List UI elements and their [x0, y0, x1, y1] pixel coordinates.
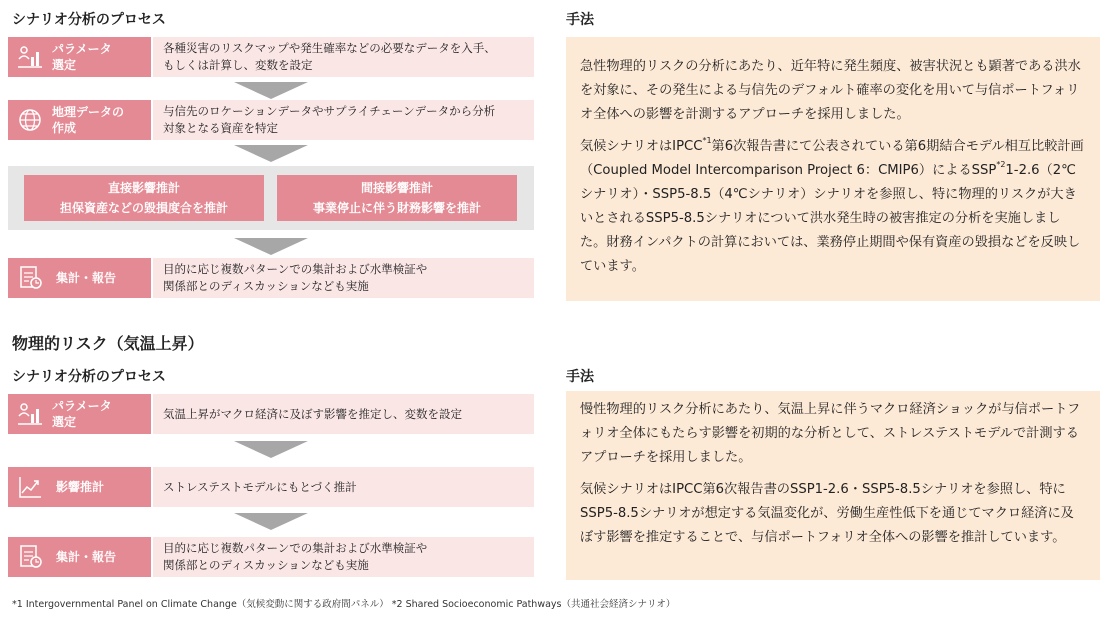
process-step-report	[8, 537, 534, 577]
process-step-report	[8, 258, 534, 298]
down-arrow-icon	[234, 513, 308, 530]
step-label-box	[8, 537, 151, 577]
method-paragraph: 慢性物理的リスク分析にあたり、気温上昇に伴うマクロ経済ショックが与信ポートフォリオ全体にもたらす影響を初期的な分析として、ストレステストモデルで計測するアプローチを採用しました。	[580, 402, 1081, 465]
indirect-impact-box: 間接影響推計 事業停止に伴う財務影響を推計	[277, 175, 517, 221]
step-description: 気温上昇がマクロ経済に及ぼす影響を推定し、変数を設定	[153, 394, 534, 434]
footnote: *1 Intergovernmental Panel on Climate Change（気候変動に関する政府間パネル） *2 Shared Socioeconomic Pathways（共通社会経済シナリオ）	[12, 599, 676, 610]
down-arrow-icon	[234, 441, 308, 458]
process-step-parameter	[8, 394, 534, 434]
step-label-box	[8, 258, 151, 298]
step-label: 地理データの 作成	[52, 105, 125, 135]
globe-icon	[16, 106, 44, 134]
method-heading: 手法	[566, 12, 594, 28]
method-description-heat	[566, 391, 1100, 580]
impact-estimation-block	[8, 166, 534, 230]
people-chart-icon	[16, 400, 44, 428]
footnote-ref: *2	[996, 160, 1006, 169]
method-paragraph: 気候シナリオはIPCC$^{*1}$第6次報告書にて公表されている第6期結合モデル相互比較計画（Coupled Model Intercomparison Project 6：CMIP6）によるSSP$^{*2}$1-2.6（2℃シナリオ）・SSP5-8.5（4℃シナリオ）シナリオを参照し、特に物理的リスクが大きいとされるSSP5-8.5シナリオについて洪水発生時の被害推定の分析を実施しました。財務インパクトの計算においては、業務停止期間や保有資産の毀損などを反映しています。	[580, 136, 1084, 274]
step-description: 目的に応じ複数パターンでの集計および水準検証や 関係部とのディスカッションなども実施	[153, 258, 534, 298]
section-title: 物理的リスク（気温上昇）	[12, 334, 204, 353]
process-heading: シナリオ分析のプロセス	[12, 12, 166, 28]
down-arrow-icon	[234, 82, 308, 99]
line-chart-icon	[16, 473, 44, 501]
step-description: ストレステストモデルにもとづく推計	[153, 467, 534, 507]
method-paragraph: 気候シナリオはIPCC第6次報告書のSSP1-2.6・SSP5-8.5シナリオを参照し、特にSSP5-8.5シナリオが想定する気温変化が、労働生産性低下を通じてマクロ経済に及ぼす影響を推定することで、与信ポートフォリオ全体への影響を推計しています。	[580, 482, 1074, 545]
process-heading: シナリオ分析のプロセス	[12, 369, 166, 385]
process-step-impact	[8, 467, 534, 507]
method-heading: 手法	[566, 369, 594, 385]
step-label: パラメータ 選定	[52, 42, 112, 72]
process-step-parameter	[8, 37, 534, 77]
step-label-box	[8, 467, 151, 507]
down-arrow-icon	[234, 145, 308, 162]
report-icon	[16, 543, 44, 571]
step-label-box	[8, 394, 151, 434]
step-description: 与信先のロケーションデータやサプライチェーンデータから分析 対象となる資産を特定	[153, 100, 534, 140]
method-description-flood	[566, 37, 1100, 301]
people-chart-icon	[16, 43, 44, 71]
step-label-box	[8, 37, 151, 77]
process-step-geodata	[8, 100, 534, 140]
step-description: 目的に応じ複数パターンでの集計および水準検証や 関係部とのディスカッションなども実施	[153, 537, 534, 577]
direct-impact-box: 直接影響推計 担保資産などの毀損度合を推計	[24, 175, 264, 221]
step-label: 集計・報告	[56, 550, 117, 564]
step-label: パラメータ 選定	[52, 399, 112, 429]
method-paragraph: 急性物理的リスクの分析にあたり、近年特に発生頻度、被害状況とも顕著である洪水を対象に、その発生による与信先のデフォルト確率の変化を用いて与信ポートフォリオ全体への影響を計測するアプローチを採用しました。	[580, 59, 1081, 122]
step-label: 集計・報告	[56, 271, 117, 285]
footnote-ref: *1	[702, 136, 712, 145]
step-label: 影響推計	[56, 480, 105, 494]
down-arrow-icon	[234, 238, 308, 255]
step-description: 各種災害のリスクマップや発生確率などの必要なデータを入手、 もしくは計算し、変数を設定	[153, 37, 534, 77]
step-label-box	[8, 100, 151, 140]
report-icon	[16, 264, 44, 292]
